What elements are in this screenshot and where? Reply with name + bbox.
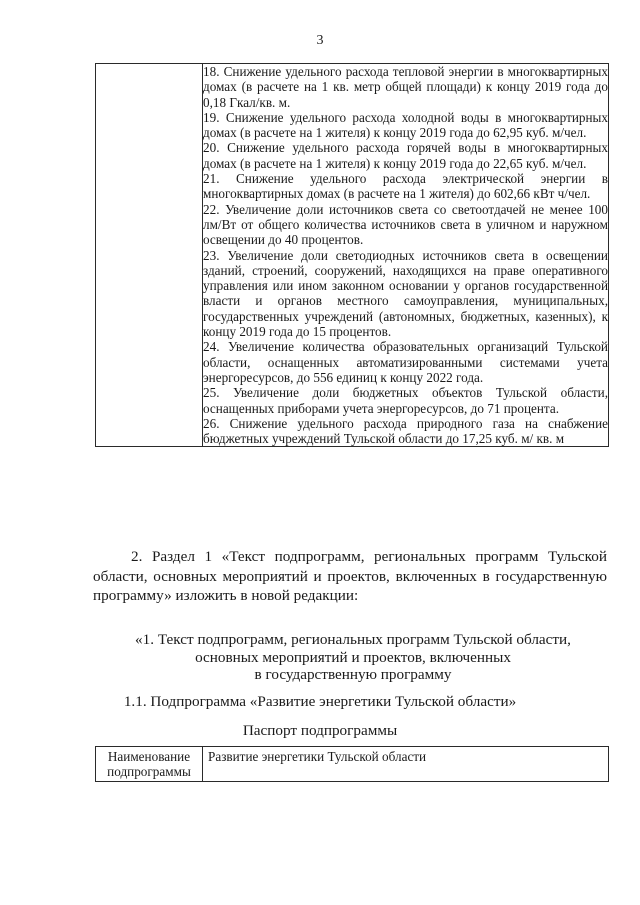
section-title xyxy=(80,631,626,684)
list-item: 18. Снижение удельного расхода тепловой энергии в многоквартирных домах (в расчете на 1 кв. метр общей площади) к концу 2019 года до 0,18 Гкал/кв. м. xyxy=(203,64,608,110)
passport-label-cell: Наименование подпрограммы xyxy=(96,747,203,782)
list-item: 24. Увеличение количества образовательных организаций Тульской области, оснащенных автоматизированными системами учета энергоресурсов, до 556 единиц к концу 2022 года. xyxy=(203,339,608,385)
list-item: 19. Снижение удельного расхода холодной воды в многоквартирных домах (в расчете на 1 жителя) к концу 2019 года до 62,95 куб. м/чел. xyxy=(203,109,608,141)
passport-table xyxy=(95,746,609,782)
passport-value-cell: Развитие энергетики Тульской области xyxy=(203,747,609,782)
section-title-line: «1. Текст подпрограмм, региональных программ Тульской области, xyxy=(135,631,571,648)
table-row xyxy=(96,64,609,447)
targets-table xyxy=(95,63,609,447)
page-number: 3 xyxy=(316,33,324,48)
passport-title: Паспорт подпрограммы xyxy=(242,722,398,739)
list-item: 25. Увеличение доли бюджетных объектов Тульской области, оснащенных приборами учета энергоресурсов, до 71 процента. xyxy=(203,385,608,416)
list-item: 21. Снижение удельного расхода электрической энергии в многоквартирных домах (в расчете на 1 жителя) до 602,66 кВт ч/чел. xyxy=(203,171,608,202)
table-row xyxy=(96,747,609,782)
list-item: 26. Снижение удельного расхода природного газа на снабжение бюджетных учреждений Тульской области до 17,25 куб. м/ кв. м xyxy=(203,415,608,447)
paragraph-text: 2. Раздел 1 «Текст подпрограмм, региональных программ Тульской области, основных мероприятий и проектов, включенных в государственную программу» изложить в новой редакции: xyxy=(93,548,607,604)
table-empty-cell xyxy=(96,64,203,447)
list-item: 20. Снижение удельного расхода горячей воды в многоквартирных домах (в расчете на 1 жителя) к концу 2019 года до 22,65 куб. м/чел. xyxy=(203,140,608,171)
section-change-paragraph xyxy=(93,547,607,606)
section-title-line: в государственную программу xyxy=(254,666,452,683)
section-title-line: основных мероприятий и проектов, включенных xyxy=(195,648,511,666)
list-item: 23. Увеличение доли светодиодных источников света в освещении зданий, строений, сооружений, находящихся на праве оперативного управления или ином законном основании у органов государственной власти и органов местного самоуправления, муниципальных, государственных учреждений (автономных, бюджетных, казенных), к концу 2019 года до 15 процентов. xyxy=(203,247,608,340)
table-items-cell xyxy=(203,64,609,447)
subprogram-title: 1.1. Подпрограмма «Развитие энергетики Тульской области» xyxy=(123,693,517,710)
list-item: 22. Увеличение доли источников света со светоотдачей не менее 100 лм/Вт от общего количества источников света в уличном и наружном освещении до 40 процентов. xyxy=(203,201,608,248)
